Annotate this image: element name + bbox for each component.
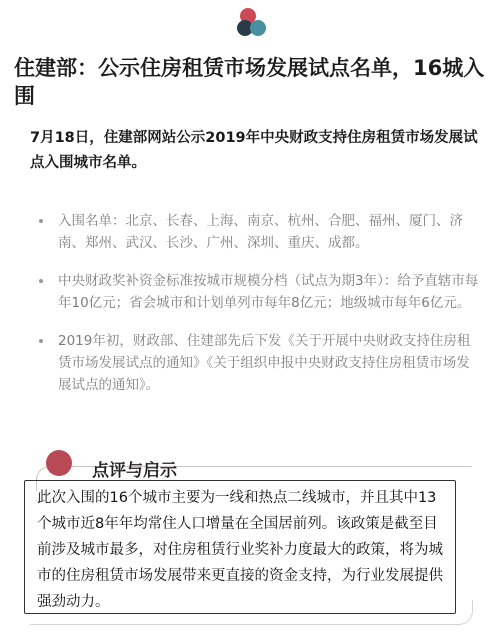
bullet-text: 2019年初，财政部、住建部先后下发《关于开展中央财政支持住房租赁市场发展试点的通知》《关于组织申报中央财政支持住房租赁市场发展试点的通知》。 xyxy=(58,333,471,393)
bullet-list xyxy=(30,210,480,412)
bullet-text: 入围名单：北京、长春、上海、南京、杭州、合肥、福州、厦门、济南、郑州、武汉、长沙、广州、深圳、重庆、成都。 xyxy=(58,213,463,251)
article-lead: 7月18日，住建部网站公示2019年中央财政支持住房租赁市场发展试点入围城市名单。 xyxy=(30,130,478,171)
list-item xyxy=(30,210,480,254)
accent-circle-icon xyxy=(46,450,72,476)
comment-body: 此次入围的16个城市主要为一线和热点二线城市，并且其中13个城市近8年年均常住人口增量在全国居前列。该政策是截至目前涉及城市最多，对住房租赁行业奖补力度最大的政策，将为城市的住房租赁市场发展带来更直接的资金支持，为行业发展提供强劲动力。 xyxy=(37,490,443,610)
bullet-text: 中央财政奖补资金标准按城市规模分档（试点为期3年）：给予直辖市每年10亿元；省会城市和计划单列市每年8亿元；地级城市每年6亿元。 xyxy=(58,273,479,311)
brand-logo-icon xyxy=(237,8,267,38)
list-item xyxy=(30,330,480,396)
comment-heading: 点评与启示 xyxy=(92,461,177,481)
list-item xyxy=(30,270,480,314)
article-title: 住建部：公示住房租赁市场发展试点名单，16城入围 xyxy=(14,56,485,108)
bullet-dot-icon xyxy=(39,339,43,343)
bullet-dot-icon xyxy=(39,279,43,283)
bullet-dot-icon xyxy=(39,219,43,223)
comment-box xyxy=(24,480,456,614)
